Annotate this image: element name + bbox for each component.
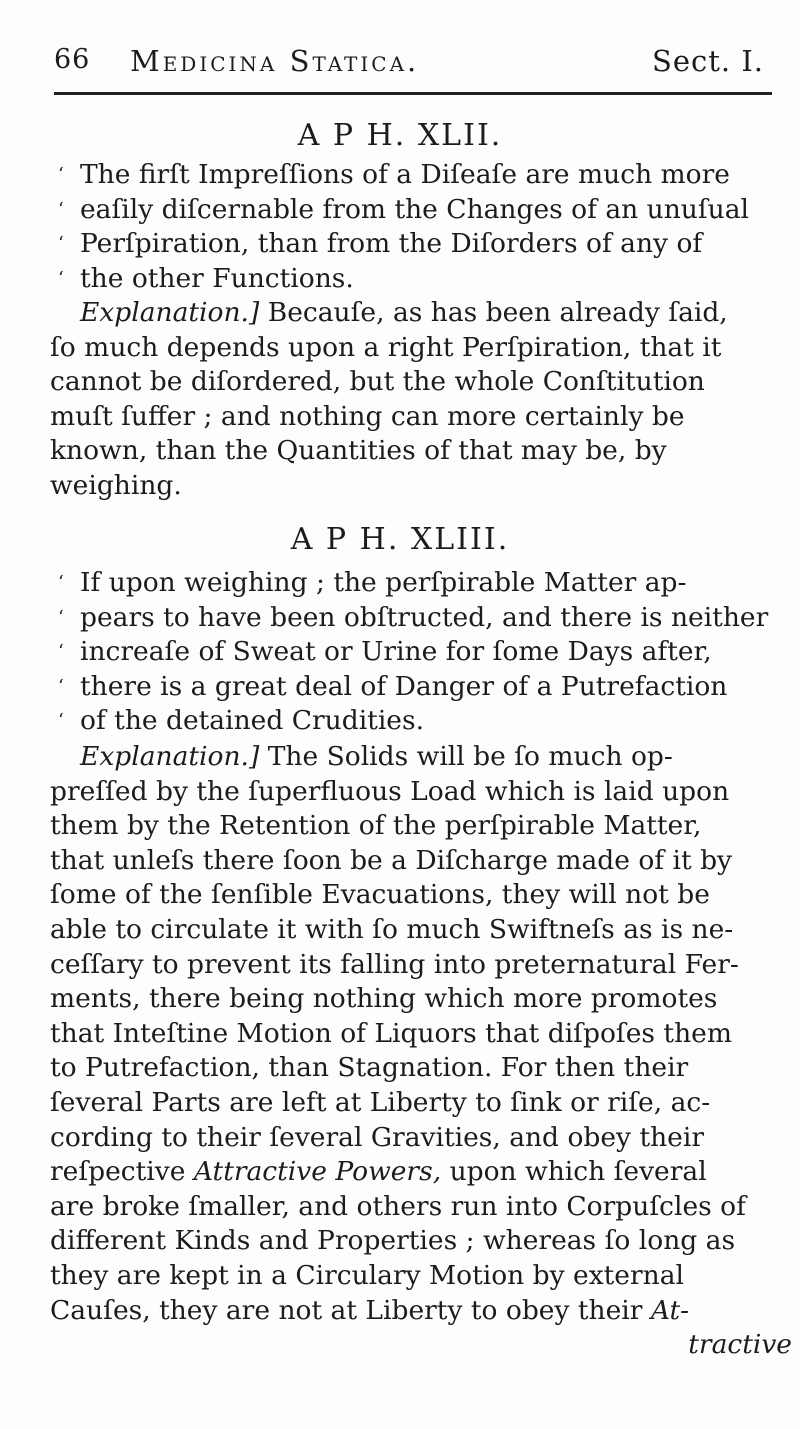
text-line: ceſſary to prevent its falling into preternatural Fer- bbox=[50, 948, 739, 980]
explanation-label: Explanation.] bbox=[80, 297, 260, 328]
page-header bbox=[54, 36, 774, 86]
page-number: 66 bbox=[54, 44, 91, 75]
text-line: them by the Retention of the perſpirable Matter, bbox=[50, 810, 702, 842]
text-line: known, than the Quantities of that may be, by bbox=[50, 435, 667, 467]
aphorism-43-text bbox=[58, 566, 792, 739]
text-line: ſome of the ſenſible Evacuations, they will not be bbox=[50, 879, 710, 911]
text-line: cannot be diſordered, but the whole Conſtitution bbox=[50, 366, 705, 398]
text-line: ‘ there is a great deal of Danger of a Putrefaction bbox=[58, 670, 728, 702]
text-line: ſo much depends upon a right Perſpiration, that it bbox=[50, 331, 722, 363]
section-reference: Sect. I. bbox=[651, 44, 764, 78]
aphorism-42-text bbox=[58, 158, 792, 296]
text-line: different Kinds and Properties ; whereas ſo long as bbox=[50, 1225, 736, 1257]
text-line: ‘ Perſpiration, than from the Diſorders of any of bbox=[58, 228, 703, 260]
text-line: reſpective Attractive Powers, upon which ſeveral bbox=[50, 1156, 707, 1188]
text-line: able to circulate it with ſo much Swiftneſs as is ne- bbox=[50, 913, 734, 945]
text-line: ‘ If upon weighing ; the perſpirable Matter ap- bbox=[58, 567, 687, 598]
text-line: Cauſes, they are not at Liberty to obey their At- bbox=[50, 1294, 690, 1326]
aphorism-43-heading: A P H. XLIII. bbox=[290, 522, 510, 557]
text-line: to Putrefaction, than Stagnation. For then their bbox=[50, 1052, 689, 1084]
aphorism-43-explanation bbox=[50, 740, 792, 1363]
text-line: ‘ The firſt Impreſſions of a Diſeaſe are much more bbox=[58, 159, 730, 190]
text-line: ‘ increaſe of Sweat or Urine for ſome Days after, bbox=[58, 636, 712, 668]
text-line: they are kept in a Circulary Motion by external bbox=[50, 1259, 684, 1291]
aphorism-42-heading: A P H. XLII. bbox=[297, 118, 503, 153]
text-line: preſſed by the ſuperfluous Load which is laid upon bbox=[50, 775, 730, 807]
running-title: Medicina Statica. bbox=[130, 44, 420, 78]
catchword: tractive bbox=[688, 1329, 792, 1361]
text-line: Explanation.] The Solids will be ſo much op- bbox=[80, 741, 673, 772]
header-rule bbox=[54, 92, 772, 95]
text-line: that unleſs there ſoon be a Diſcharge made of it by bbox=[50, 844, 733, 876]
explanation-label: Explanation.] bbox=[80, 741, 260, 772]
text-line: Explanation.] Becauſe, as has been already ſaid, bbox=[80, 297, 728, 328]
text-line: are broke ſmaller, and others run into Corpuſcles of bbox=[50, 1190, 746, 1222]
text-line: muſt ſuffer ; and nothing can more certainly be bbox=[50, 400, 685, 432]
text-line: weighing. bbox=[50, 469, 182, 501]
text-line: ‘ the other Functions. bbox=[58, 262, 354, 294]
text-line: cording to their ſeveral Gravities, and obey their bbox=[50, 1121, 704, 1153]
text-line: ‘ of the detained Crudities. bbox=[58, 705, 424, 737]
text-line: ſeveral Parts are left at Liberty to ſink or riſe, ac- bbox=[50, 1086, 711, 1118]
aphorism-42-explanation bbox=[50, 296, 792, 504]
italic-phrase: Attractive Powers, bbox=[193, 1156, 442, 1188]
text-line: ments, there being nothing which more promotes bbox=[50, 983, 718, 1015]
text-line: ‘ eaſily diſcernable from the Changes of an unuſual bbox=[58, 193, 749, 225]
text-line: that Inteſtine Motion of Liquors that diſpoſes them bbox=[50, 1017, 732, 1049]
text-line: ‘ pears to have been obſtructed, and there is neither bbox=[58, 601, 769, 633]
